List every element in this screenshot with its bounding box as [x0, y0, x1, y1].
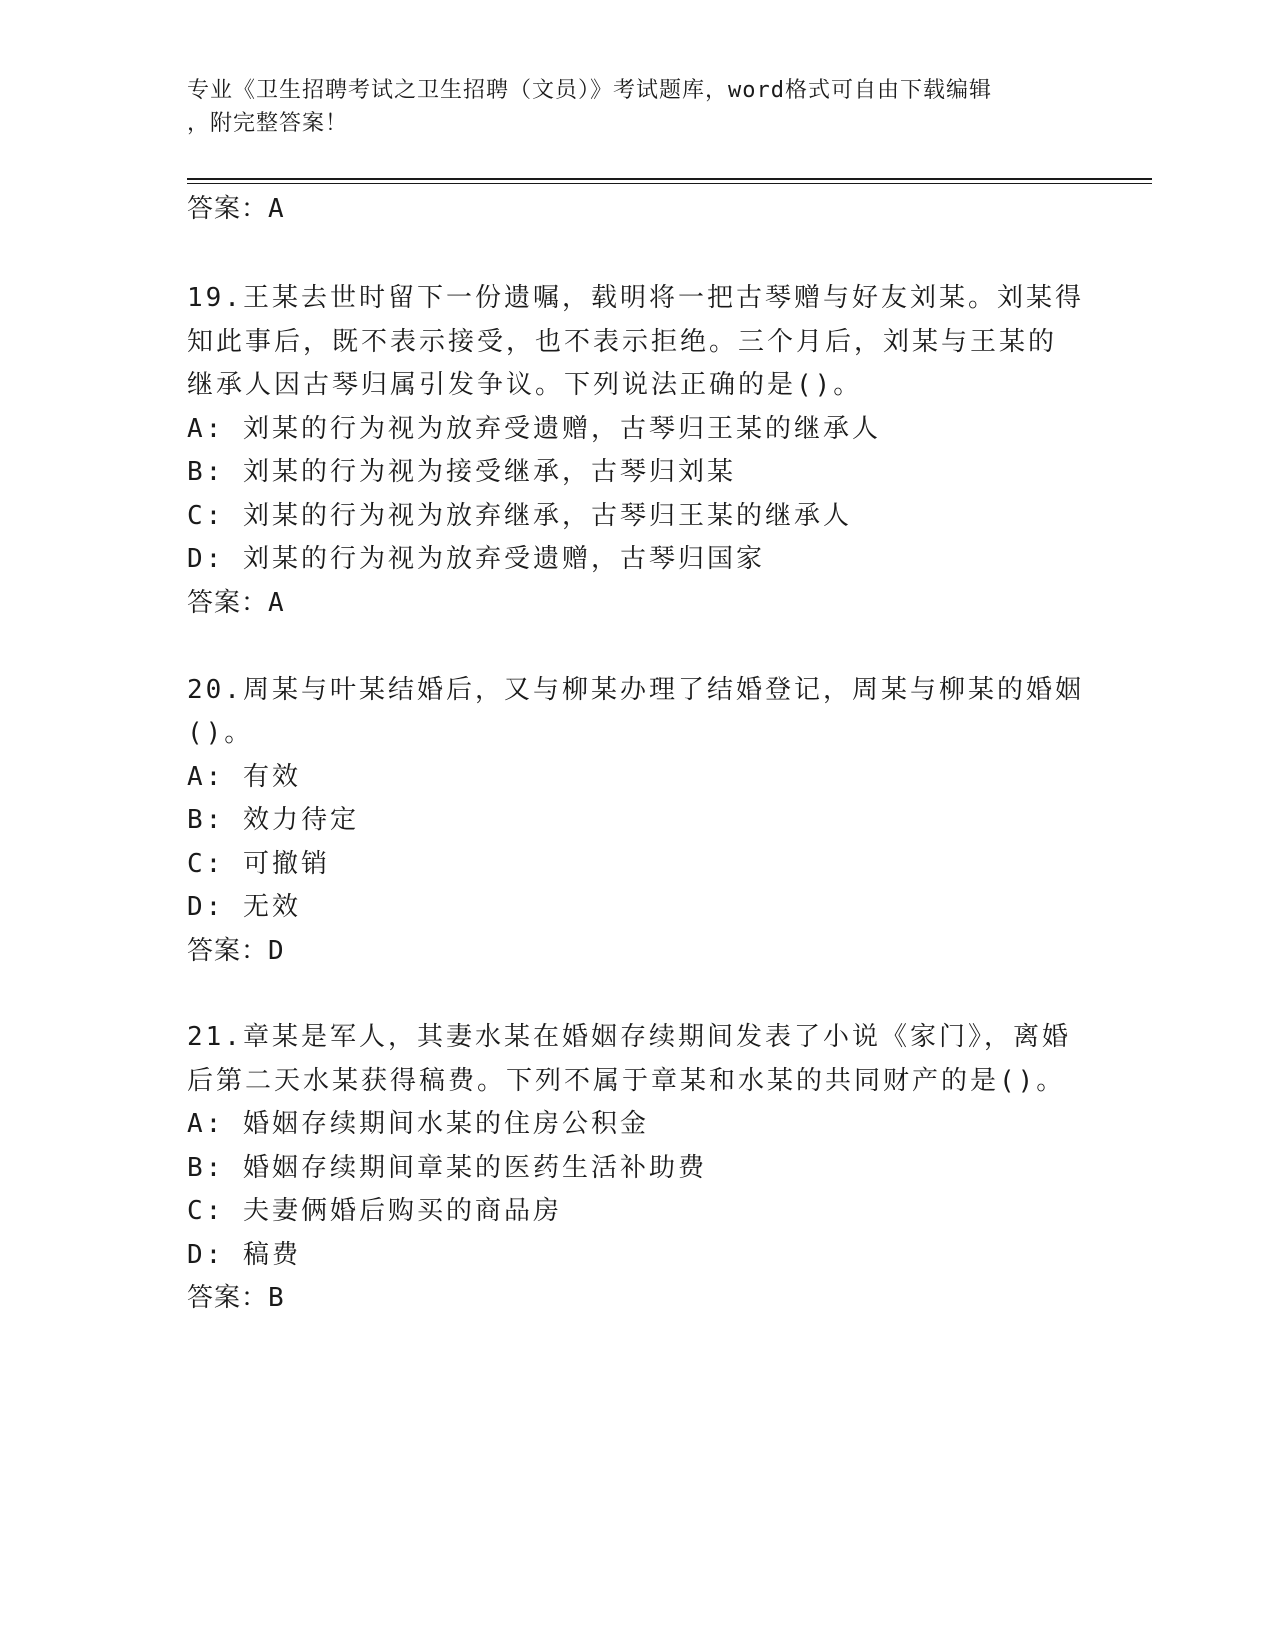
option-c: C: 刘某的行为视为放弃继承，古琴归王某的继承人: [187, 501, 852, 531]
option-a: A: 婚姻存续期间水某的住房公积金: [187, 1109, 649, 1139]
option-d: D: 刘某的行为视为放弃受遗赠，古琴归国家: [187, 544, 765, 574]
question-stem-line: 20.周某与叶某结婚后，又与柳某办理了结婚登记，周某与柳某的婚姻: [187, 675, 1084, 705]
question-stem-line: 知此事后，既不表示接受，也不表示拒绝。三个月后，刘某与王某的: [187, 327, 1058, 357]
header-line-1: 专业《卫生招聘考试之卫生招聘（文员）》考试题库，word格式可自由下载编辑: [187, 78, 992, 103]
question-stem-line: 继承人因古琴归属引发争议。下列说法正确的是()。: [187, 370, 863, 400]
answer: 答案：D: [187, 936, 285, 966]
header-line-2: ，附完整答案！: [187, 111, 349, 136]
option-b: B: 婚姻存续期间章某的医药生活补助费: [187, 1153, 707, 1183]
answer: 答案：A: [187, 588, 285, 618]
option-a: A: 有效: [187, 762, 301, 792]
previous-answer: 答案：A: [187, 194, 285, 224]
option-c: C: 夫妻俩婚后购买的商品房: [187, 1196, 562, 1226]
option-d: D: 稿费: [187, 1240, 301, 1270]
option-d: D: 无效: [187, 892, 301, 922]
question-stem-line: 21.章某是军人，其妻水某在婚姻存续期间发表了小说《家门》，离婚: [187, 1022, 1071, 1052]
question-stem-line: 19.王某去世时留下一份遗嘱，载明将一把古琴赠与好友刘某。刘某得: [187, 283, 1084, 313]
option-a: A: 刘某的行为视为放弃受遗赠，古琴归王某的继承人: [187, 414, 881, 444]
option-c: C: 可撤销: [187, 849, 330, 879]
header-divider-thin: [187, 183, 1152, 184]
answer: 答案：B: [187, 1283, 285, 1313]
question-stem-line: ()。: [187, 718, 254, 748]
document-header: [187, 74, 1067, 140]
question-stem-line: 后第二天水某获得稿费。下列不属于章某和水某的共同财产的是()。: [187, 1066, 1066, 1096]
option-b: B: 刘某的行为视为接受继承，古琴归刘某: [187, 457, 736, 487]
header-divider-thick: [187, 178, 1152, 180]
option-b: B: 效力待定: [187, 805, 359, 835]
